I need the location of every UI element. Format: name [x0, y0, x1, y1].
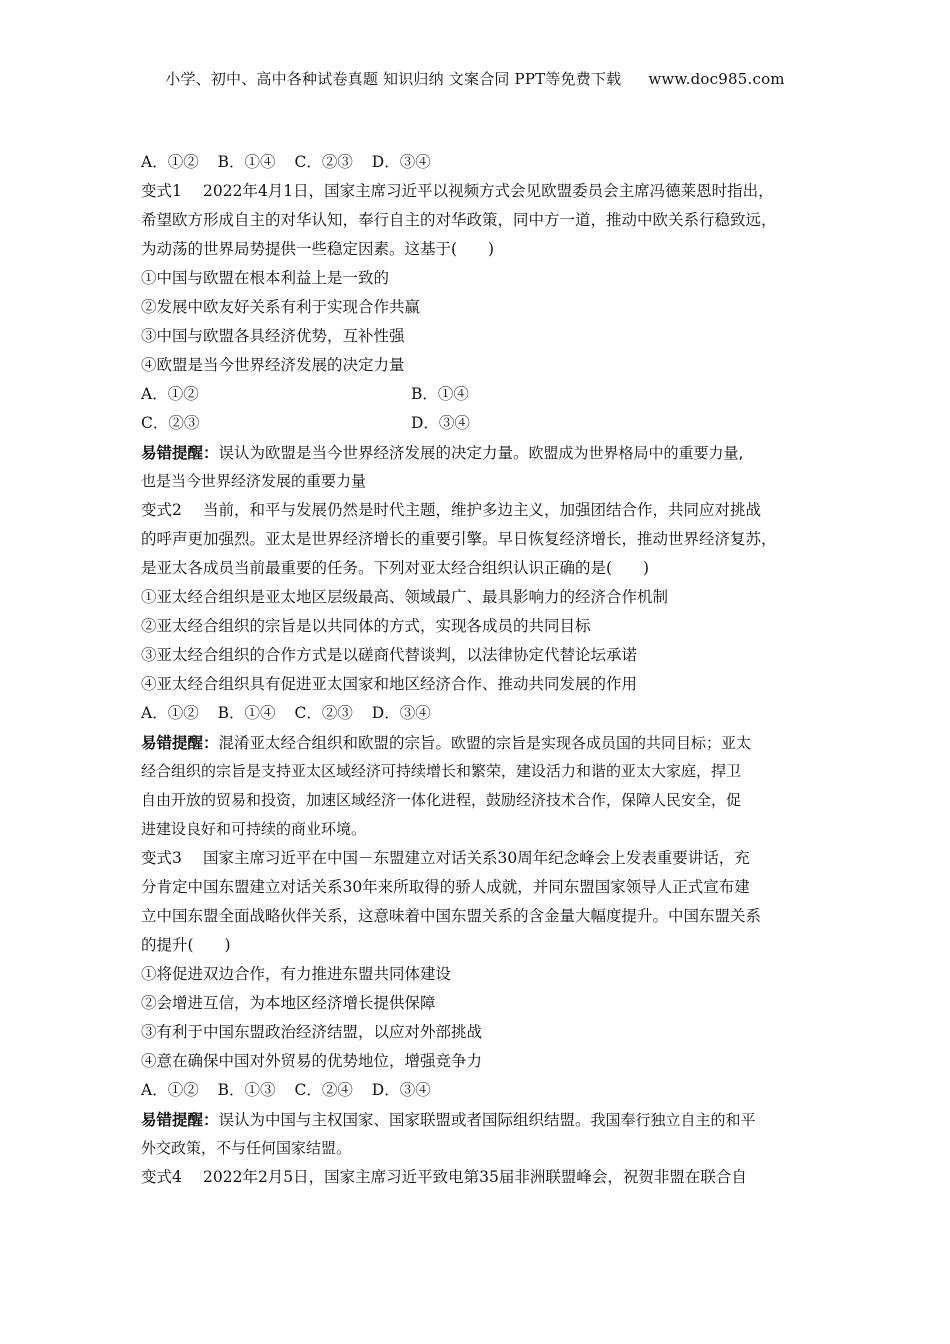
option-b: B．①④ — [411, 385, 469, 403]
v2-line-1: 当前，和平与发展仍然是时代主题，维护多边主义，加强团结合作，共同应对挑战 — [203, 501, 762, 519]
v1-stem-line — [141, 177, 831, 206]
option-d: D．③④ — [371, 1081, 431, 1099]
header-site: www.doc985.com — [648, 70, 785, 88]
v1-tip — [141, 438, 831, 467]
v3-item-4: ④意在确保中国对外贸易的优势地位，增强竞争力 — [141, 1052, 483, 1070]
v1-item-3: ③中国与欧盟各具经济优势，互补性强 — [141, 327, 405, 345]
v3-item-1: ①将促进双边合作，有力推进东盟共同体建设 — [141, 965, 452, 983]
tip-text-rest: 欧盟成为世界格局中的重要力量, — [528, 444, 744, 462]
v3-line-3: 立中国东盟全面战略伙伴关系，这意味着中国东盟关系的含金量大幅度提升。中国东盟关系 — [141, 907, 762, 925]
v1-label: 变式1 — [141, 182, 182, 200]
v1-line-2: 希望欧方形成自主的对华认知，奉行自主的对华政策，同中方一道，推动中欧关系行稳致远， — [141, 211, 777, 229]
v3-line-1: 国家主席习近平在中国－东盟建立对话关系30周年纪念峰会上发表重要讲话，充 — [203, 849, 750, 867]
tip-heading: 易错提醒： — [141, 443, 219, 462]
option-c: C．②③ — [294, 153, 353, 171]
v2-tip — [141, 728, 831, 757]
option-d: D．③④ — [371, 153, 431, 171]
v2-item-2: ②亚太经合组织的宗旨是以共同体的方式，实现各成员的共同目标 — [141, 617, 591, 635]
v2-tip-line-4: 进建设良好和可持续的商业环境。 — [141, 820, 367, 838]
v4-stem-line — [141, 1163, 831, 1192]
v2-item-3: ③亚太经合组织的合作方式是以磋商代替谈判，以法律协定代替论坛承诺 — [141, 646, 638, 664]
tip-text-rest: 我国奉行独立自主的和平 — [590, 1111, 756, 1129]
tip-text: 误认为欧盟是当今世界经济发展的决定力量。 — [218, 444, 529, 462]
v3-tip — [141, 1105, 831, 1134]
v2-stem-line — [141, 496, 831, 525]
v1-item-1: ①中国与欧盟在根本利益上是一致的 — [141, 269, 390, 287]
v2-tip-line-3: 自由开放的贸易和投资，加速区域经济一体化进程，鼓励经济技术合作，保障人民安全，促 — [141, 791, 742, 809]
v3-line-2: 分肯定中国东盟建立对话关系30年来所取得的骄人成就，并同东盟国家领导人正式宣布建 — [141, 878, 750, 896]
option-c: C．②③ — [141, 414, 200, 432]
v2-tip-line-2: 经合组织的宗旨是支持亚太区域经济可持续增长和繁荣，建设活力和谐的亚太大家庭，捍卫 — [141, 762, 742, 780]
v1-options-row-2 — [141, 409, 831, 438]
v1-tip-line-2: 也是当今世界经济发展的重要力量 — [141, 472, 367, 490]
option-b: B．①③ — [217, 1081, 276, 1099]
option-c: C．②③ — [294, 704, 353, 722]
v2-label: 变式2 — [141, 501, 182, 519]
option-a: A．①② — [141, 704, 199, 722]
tip-heading: 易错提醒： — [141, 1110, 219, 1129]
v2-item-1: ①亚太经合组织是亚太地区层级最高、领域最广、最具影响力的经济合作机制 — [141, 588, 669, 606]
v1-line-1: 2022年4月1日，国家主席习近平以视频方式会见欧盟委员会主席冯德莱恩时指出， — [203, 182, 774, 200]
tip-heading: 易错提醒： — [141, 733, 219, 752]
page-header — [0, 68, 950, 89]
v4-label: 变式4 — [141, 1168, 182, 1186]
v1-item-2: ②发展中欧友好关系有利于实现合作共赢 — [141, 298, 421, 316]
v1-item-4: ④欧盟是当今世界经济发展的决定力量 — [141, 356, 405, 374]
option-a: A．①② — [141, 385, 199, 403]
v3-stem-line — [141, 844, 831, 873]
document-body — [141, 148, 831, 1192]
tip-text: 误认为中国与主权国家、国家联盟或者国际组织结盟。 — [218, 1111, 591, 1129]
tip-text: 混淆亚太经合组织和欧盟的宗旨。 — [218, 734, 452, 752]
v3-item-3: ③有利于中国东盟政治经济结盟，以应对外部挑战 — [141, 1023, 483, 1041]
v3-line-4: 的提升( ) — [141, 936, 231, 954]
v2-line-2: 的呼声更加强烈。亚太是世界经济增长的重要引擎。早日恢复经济增长，推动世界经济复苏， — [141, 530, 777, 548]
v2-options — [141, 699, 831, 728]
option-a: A．①② — [141, 153, 199, 171]
option-b: B．①④ — [217, 153, 276, 171]
option-c: C．②④ — [294, 1081, 353, 1099]
q0-options — [141, 148, 831, 177]
option-b: B．①④ — [217, 704, 276, 722]
v3-options — [141, 1076, 831, 1105]
v2-item-4: ④亚太经合组织具有促进亚太国家和地区经济合作、推动共同发展的作用 — [141, 675, 638, 693]
v3-label: 变式3 — [141, 849, 182, 867]
v1-options-row-1 — [141, 380, 831, 409]
v2-line-3: 是亚太各成员当前最重要的任务。下列对亚太经合组织认识正确的是( ) — [141, 559, 650, 577]
v3-item-2: ②会增进互信，为本地区经济增长提供保障 — [141, 994, 436, 1012]
option-d: D．③④ — [371, 704, 431, 722]
option-d: D．③④ — [411, 414, 470, 432]
v1-line-3: 为动荡的世界局势提供一些稳定因素。这基于( ) — [141, 240, 495, 258]
v3-tip-line-2: 外交政策，不与任何国家结盟。 — [141, 1139, 352, 1157]
option-a: A．①② — [141, 1081, 199, 1099]
v4-line-1: 2022年2月5日，国家主席习近平致电第35届非洲联盟峰会，祝贺非盟在联合自 — [203, 1168, 747, 1186]
header-text: 小学、初中、高中各种试卷真题 知识归纳 文案合同 PPT等免费下载 — [165, 70, 622, 88]
tip-text-rest: 欧盟的宗旨是实现各成员国的共同目标；亚太 — [451, 734, 752, 752]
